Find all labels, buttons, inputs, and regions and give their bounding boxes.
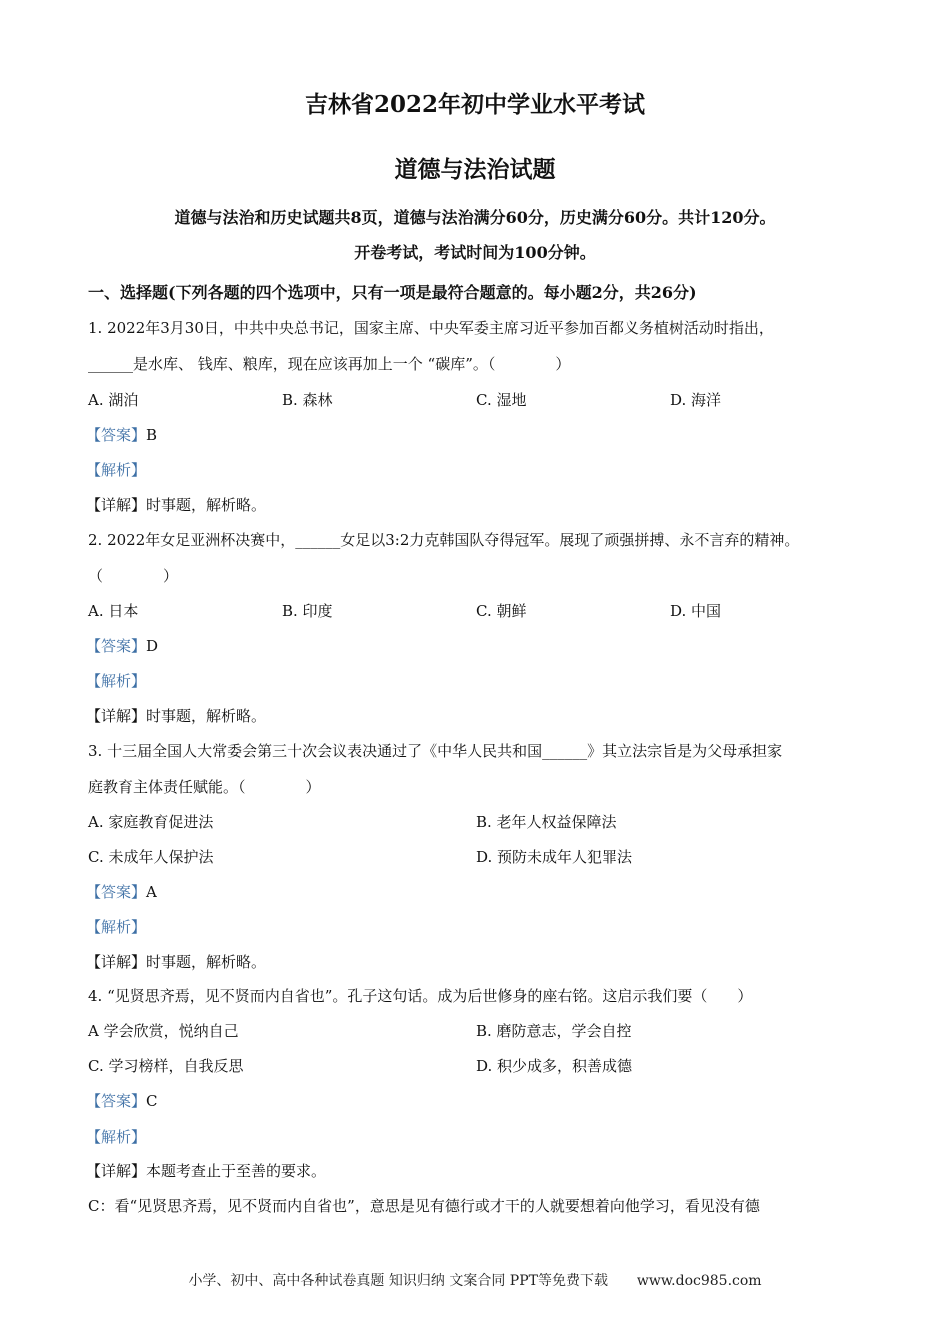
q4-analysis-tag: 【解析】 bbox=[86, 1128, 147, 1146]
q3-option-b: B. 老年人权益保障法 bbox=[476, 813, 617, 831]
q2-detail: 【详解】时事题，解析略。 bbox=[86, 707, 267, 725]
q1-answer bbox=[86, 424, 157, 445]
q4-option-a: A 学会欣赏，悦纳自己 bbox=[88, 1022, 239, 1040]
q2-option-a: A. 日本 bbox=[88, 602, 139, 620]
q3-option-d: D. 预防未成年人犯罪法 bbox=[476, 848, 633, 866]
q2-analysis-tag: 【解析】 bbox=[86, 672, 147, 690]
q3-analysis-tag: 【解析】 bbox=[86, 918, 147, 936]
footer-text: 小学、初中、高中各种试卷真题 知识归纳 文案合同 PPT等免费下载 bbox=[188, 1273, 608, 1289]
q2-stem-line-1: 2. 2022年女足亚洲杯决赛中，______女足以3:2力克韩国队夺得冠军。展现了顽强拼搏、永不言弃的精神。 bbox=[88, 531, 800, 549]
paper-subtitle: 道德与法治试题 bbox=[394, 156, 556, 183]
section-heading: 一、选择题(下列各题的四个选项中，只有一项是最符合题意的。每小题2分，共26分) bbox=[88, 283, 697, 302]
q1-answer-value: B bbox=[146, 426, 158, 444]
answer-tag: 【答案】 bbox=[86, 426, 147, 444]
exam-info-line-2: 开卷考试，考试时间为100分钟。 bbox=[354, 243, 596, 262]
q2-option-c: C. 朝鲜 bbox=[476, 602, 527, 620]
q3-option-a: A. 家庭教育促进法 bbox=[88, 813, 214, 831]
q3-detail: 【详解】时事题，解析略。 bbox=[86, 953, 267, 971]
q1-option-d: D. 海洋 bbox=[670, 391, 722, 409]
q1-stem-line-1: 1. 2022年3月30日，中共中央总书记，国家主席、中央军委主席习近平参加百都义务植树活动时指出， bbox=[88, 319, 774, 337]
q4-stem-line-1: 4. “见贤思齐焉，见不贤而内自省也”。孔子这句话。成为后世修身的座右铭。这启示我们要（ ） bbox=[88, 987, 753, 1005]
page-footer bbox=[0, 1270, 950, 1290]
q3-stem-line-1: 3. 十三届全国人大常委会第三十次会议表决通过了《中华人民共和国______》其立法宗旨是为父母承担家 bbox=[88, 742, 783, 760]
q3-option-c: C. 未成年人保护法 bbox=[88, 848, 214, 866]
q2-stem-line-2: （ ） bbox=[88, 567, 179, 585]
q4-answer-value: C bbox=[146, 1092, 158, 1110]
q3-answer-value: A bbox=[146, 883, 157, 901]
q1-option-a: A. 湖泊 bbox=[88, 391, 139, 409]
q1-option-c: C. 湿地 bbox=[476, 391, 527, 409]
q2-option-b: B. 印度 bbox=[282, 602, 333, 620]
q1-detail: 【详解】时事题，解析略。 bbox=[86, 496, 267, 514]
q1-option-b: B. 森林 bbox=[282, 391, 333, 409]
exam-info-line-1: 道德与法治和历史试题共8页，道德与法治满分60分，历史满分60分。共计120分。 bbox=[174, 208, 776, 227]
q1-stem-line-2: ______是水库、 钱库、粮库，现在应该再加上一个 “碳库”。（ ） bbox=[88, 355, 571, 373]
q3-stem-line-2: 庭教育主体责任赋能。（ ） bbox=[88, 778, 321, 796]
answer-tag: 【答案】 bbox=[86, 637, 147, 655]
q4-option-d: D. 积少成多，积善成德 bbox=[476, 1057, 633, 1075]
q2-answer-value: D bbox=[146, 637, 159, 655]
q4-option-b: B. 磨防意志，学会自控 bbox=[476, 1022, 632, 1040]
answer-tag: 【答案】 bbox=[86, 883, 147, 901]
footer-url[interactable]: www.doc985.com bbox=[636, 1273, 762, 1289]
q1-analysis-tag: 【解析】 bbox=[86, 461, 147, 479]
q4-answer bbox=[86, 1090, 158, 1111]
q2-option-d: D. 中国 bbox=[670, 602, 722, 620]
answer-tag: 【答案】 bbox=[86, 1092, 147, 1110]
q4-detail: 【详解】本题考查止于至善的要求。 bbox=[86, 1162, 327, 1180]
q2-answer bbox=[86, 635, 158, 656]
q4-explanation: C：看“见贤思齐焉，见不贤而内自省也”，意思是见有德行或才干的人就要想着向他学习，看见没有德 bbox=[88, 1197, 760, 1215]
q3-answer bbox=[86, 881, 157, 902]
exam-title: 吉林省2022年初中学业水平考试 bbox=[304, 91, 645, 118]
q4-option-c: C. 学习榜样，自我反思 bbox=[88, 1057, 244, 1075]
